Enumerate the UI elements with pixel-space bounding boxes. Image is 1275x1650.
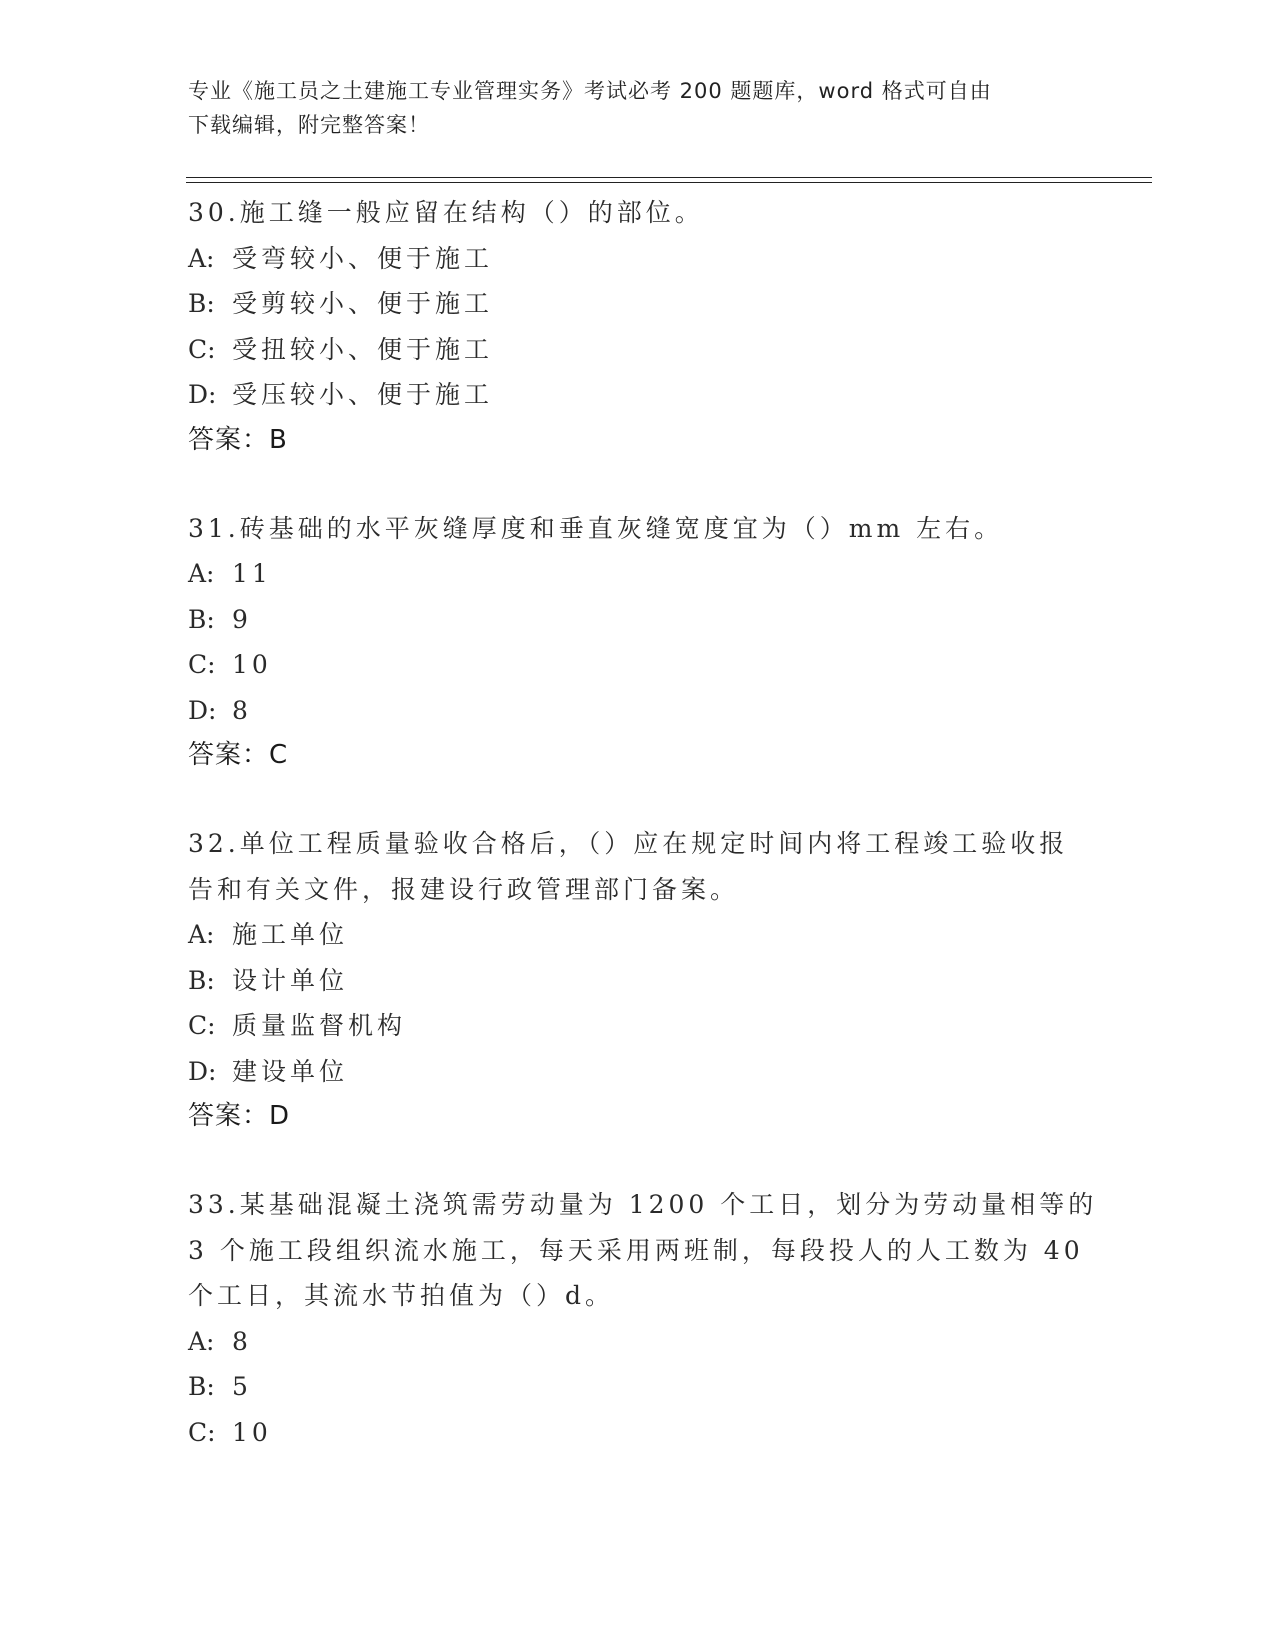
answer-key: 答案：C [188,740,289,770]
question-stem [188,1182,1098,1319]
answer-option [188,1410,1088,1456]
answer-option [188,281,1088,327]
option-text: 施工单位 [232,920,349,949]
question-stem [188,821,1088,912]
option-letter: B: [188,965,215,995]
question-stem [188,190,1088,236]
answer-option [188,688,1088,734]
header-divider-top [186,177,1152,178]
answer-option [188,551,1088,597]
option-text: 建设单位 [232,1056,349,1086]
option-letter: B: [188,604,215,634]
answer-key: 答案：B [188,424,288,455]
option-letter: C: [188,650,216,679]
answer-option [188,1049,1088,1095]
question-stem-line: 告和有关文件，报建设行政管理部门备案。 [188,874,740,904]
option-text: 10 [232,1417,272,1447]
question-list [188,190,1098,1498]
question-stem-line: 个工日，其流水节拍值为（）d。 [188,1281,615,1310]
option-text: 9 [232,604,252,634]
option-text: 11 [232,559,272,588]
answer-key: 答案：D [188,1101,291,1131]
option-letter: D: [188,695,217,725]
option-letter: D: [188,1056,217,1086]
option-letter: A: [188,920,215,949]
option-text: 8 [232,1326,252,1356]
option-letter: A: [188,1326,215,1356]
answer-option [188,912,1088,958]
option-text: 受扭较小、便于施工 [232,334,494,364]
option-letter: C: [188,334,216,364]
option-letter: A: [188,559,215,588]
option-text: 受弯较小、便于施工 [232,243,494,273]
option-letter: D: [188,380,217,409]
answer-option [188,372,1088,418]
question-item [188,190,1088,463]
answer-option [188,597,1088,643]
question-item [188,821,1088,1139]
option-text: 受压较小、便于施工 [232,380,494,409]
question-item [188,1182,1098,1455]
option-text: 受剪较小、便于施工 [232,289,494,318]
question-stem-line: 32.单位工程质量验收合格后，（）应在规定时间内将工程竣工验收报 [188,829,1069,858]
question-stem [188,506,1088,552]
question-item [188,506,1088,779]
option-letter: C: [188,1011,216,1040]
question-stem-line: 33.某基础混凝土浇筑需劳动量为 1200 个工日，划分为劳动量相等的 [188,1190,1098,1219]
answer-option [188,1319,1088,1365]
option-letter: A: [188,243,215,273]
option-letter: B: [188,289,215,318]
answer-option [188,642,1088,688]
answer-option [188,958,1088,1004]
option-text: 质量监督机构 [232,1011,407,1040]
option-text: 5 [232,1372,252,1401]
answer-option [188,1003,1088,1049]
header-divider-bottom [186,182,1152,183]
option-text: 设计单位 [232,965,349,995]
question-stem-line: 31.砖基础的水平灰缝厚度和垂直灰缝宽度宜为（）mm 左右。 [188,513,1004,543]
document-header [188,74,1088,142]
option-letter: B: [188,1372,215,1401]
answer-option [188,327,1088,373]
answer-option [188,236,1088,282]
option-letter: C: [188,1417,216,1447]
header-line-1: 专业《施工员之土建施工专业管理实务》考试必考 200 题题库，word 格式可自由 [188,79,992,103]
answer-option [188,1364,1088,1410]
option-text: 10 [232,650,272,679]
question-stem-line: 3 个施工段组织流水施工，每天采用两班制，每段投人的人工数为 40 [188,1235,1084,1265]
question-stem-line: 30.施工缝一般应留在结构（）的部位。 [188,198,704,227]
header-line-2: 下载编辑，附完整答案！ [188,113,430,137]
option-text: 8 [232,695,252,725]
